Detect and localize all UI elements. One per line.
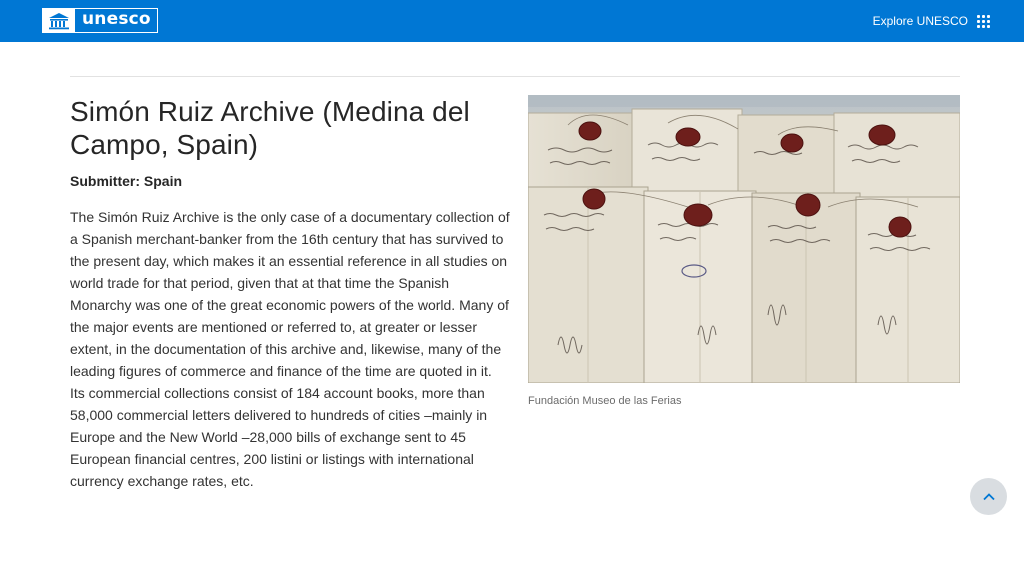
scroll-to-top-button[interactable] — [970, 478, 1007, 515]
top-navigation-bar — [0, 0, 1024, 42]
content-divider — [70, 76, 960, 77]
archive-description: The Simón Ruiz Archive is the only case of a documentary collection of a Spanish merchant-banker from the 16th century that has survived to the present day, which makes it an essential reference in all studies on world trade for that period, given that at that time the Spanish Monarchy was one of the great economic powers of the world. Many of the major events are mentioned or referred to, at greater or lesser extent, in the documentation of this archive and, likewise, many of the leading figures of commerce and finance of the time are quoted in it. Its commercial collections consist of 184 account books, more than 58,000 commercial letters delivered to hundreds of cities –mainly in Europe and the New World –28,000 bills of exchange sent to 45 European financial centres, 200 listini or listings with international currency exchange rates, etc. — [70, 209, 510, 489]
unesco-logo[interactable] — [42, 8, 158, 33]
explore-unesco-label: Explore UNESCO — [872, 14, 968, 28]
chevron-up-icon — [983, 488, 995, 506]
unesco-temple-icon — [43, 9, 75, 32]
page-title: Simón Ruiz Archive (Medina del Campo, Spain) — [70, 96, 470, 160]
explore-unesco-menu[interactable] — [873, 0, 990, 42]
logo-wordmark: unesco — [82, 9, 151, 29]
grid-dots-icon — [977, 15, 990, 28]
submitter-text: Submitter: Spain — [70, 173, 183, 189]
image-caption: Fundación Museo de las Ferias — [528, 395, 682, 407]
archive-documents-photo — [528, 95, 960, 383]
